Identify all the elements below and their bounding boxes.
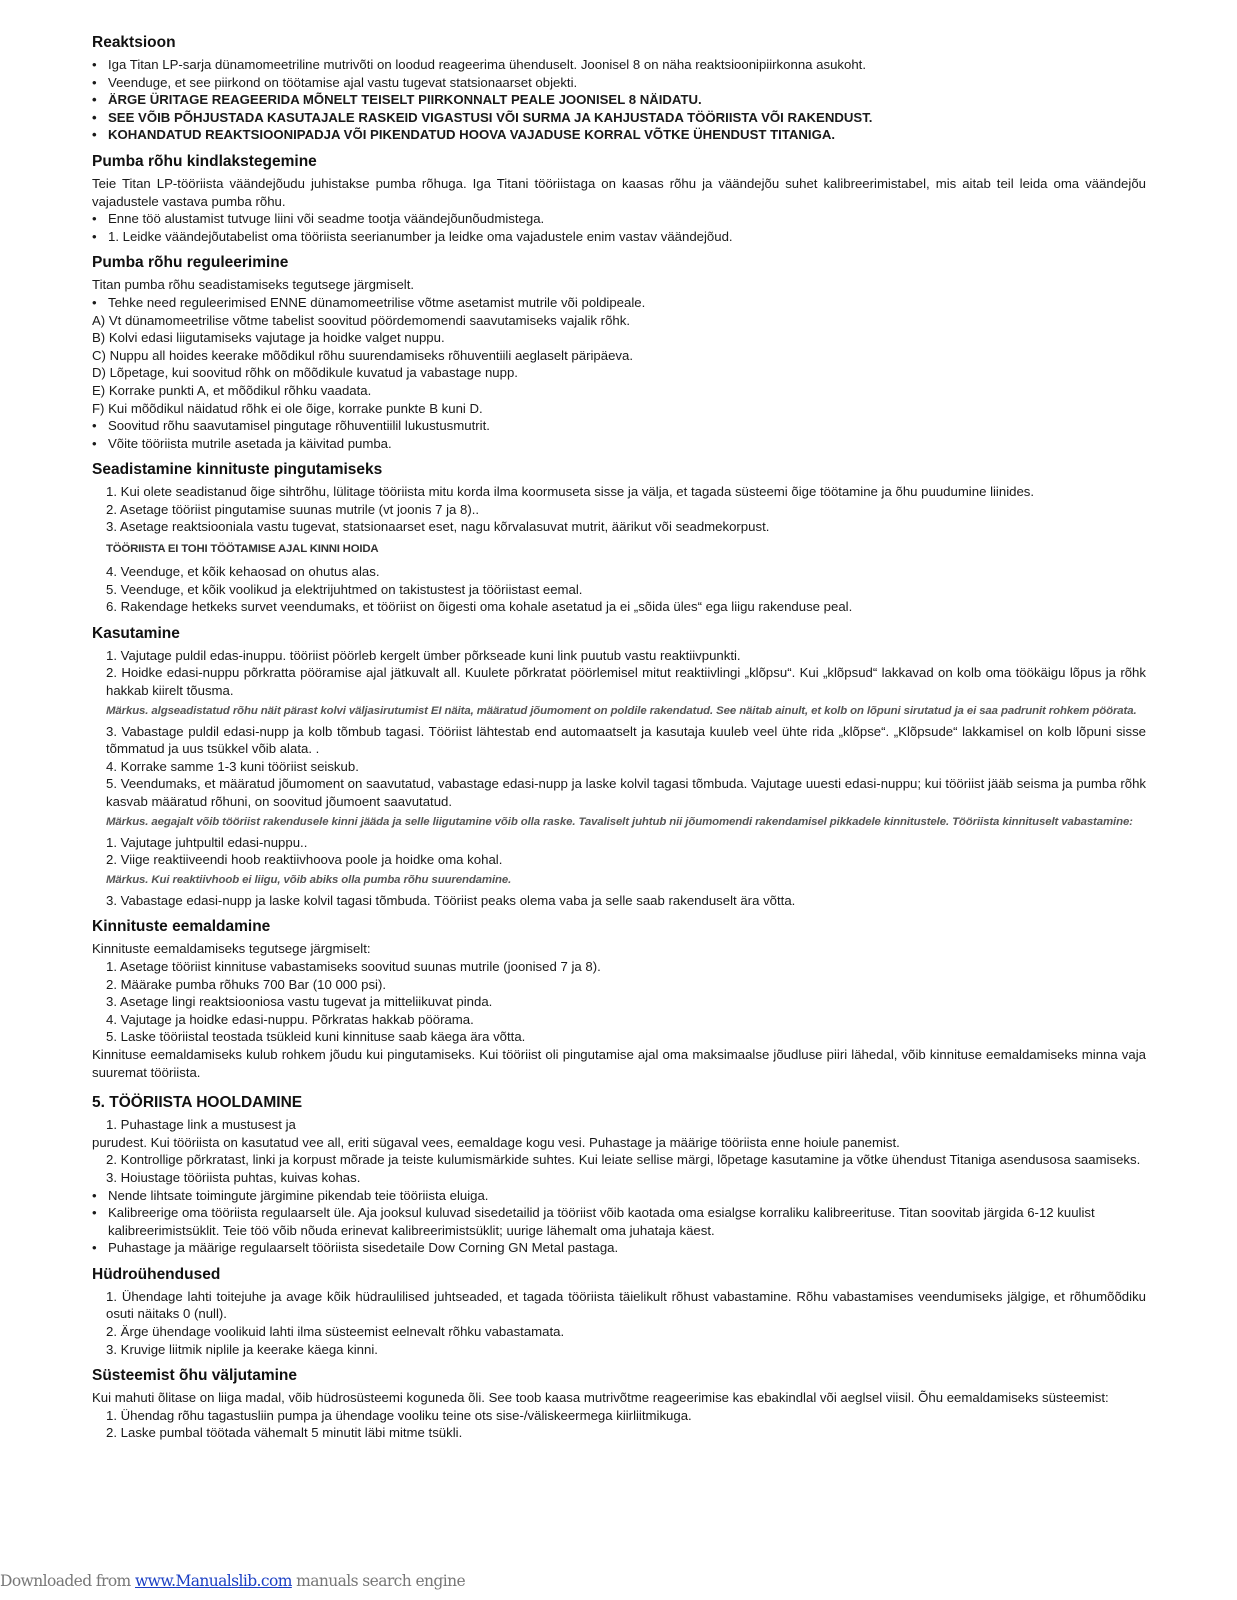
section-hudroyhendused [92, 1265, 1146, 1358]
list-item: 4. Vajutage ja hoidke edasi-nuppu. Põrkratas hakkab pöörama. [106, 1011, 474, 1027]
list-item: 4. Korrake samme 1-3 kuni tööriist seiskub. [106, 758, 359, 774]
paragraph: Teie Titan LP-tööriista väändejõudu juhistakse pumba rõhuga. Iga Titani tööriistaga on kaasas rõhu ja väändejõu suhet kalibreerimistabel, mis aitab teil leida oma väändejõu vajadustele vastava pumba rõhu. [92, 175, 1146, 209]
download-footer [0, 1572, 465, 1590]
bullet-item: • Nende lihtsate toimingute järgimine pikendab teie tööriista eluiga. [92, 1187, 1146, 1205]
section-title: 5. TÖÖRIISTA HOOLDAMINE [92, 1094, 303, 1112]
list-item: 3. Asetage lingi reaktsiooniosa vastu tugevat ja mitteliikuvat pinda. [106, 994, 493, 1010]
section-seadistamine [92, 460, 1146, 616]
bullet-item: • Soovitud rõhu saavutamisel pingutage rõhuventiilil lukustusmutrit. [92, 417, 1146, 435]
note-text: Märkus. Kui reaktiivhoob ei liigu, võib abiks olla pumba rõhu suurendamine. [106, 873, 512, 886]
section-reaktsioon [92, 33, 1146, 144]
list-item: 2. Määrake pumba rõhuks 700 Bar (10 000 psi). [106, 976, 387, 992]
bullet-item: • Tehke need reguleerimised ENNE dünamomeetrilise võtme asetamist mutrile või poldipeale. [92, 294, 1146, 312]
paragraph: purudest. Kui tööriista on kasutatud vee all, eriti sügaval vees, eemaldage kogu vesi. Puhastage ja määrige tööriista enne hoiule panemist. [92, 1134, 900, 1150]
section-title: Seadistamine kinnituste pingutamiseks [92, 461, 383, 479]
bullet-item: • Veenduge, et see piirkond on töötamise ajal vastu tugevat statsionaarset objekti. [92, 74, 1146, 92]
section-hooldamine [92, 1093, 1146, 1257]
bullet-item: • Kalibreerige oma tööriista regulaarselt üle. Aja jooksul kuluvad sisedetailid ja tööriist võib kaotada oma esialgse korraliku kalibreerituse. Titan soovitab järgida 6-12 kuulist kalibreerimistsüklit. Teie töö võib nõuda erinevat kalibreerimistsüklit; uurige lähemalt oma juhataja käest. [92, 1204, 1146, 1239]
list-item: 1. Asetage tööriist kinnituse vabastamiseks soovitud suunas mutrile (joonised 7 ja 8). [106, 958, 601, 974]
section-title: Kasutamine [92, 624, 180, 642]
list-item: 5. Veenduge, et kõik voolikud ja elektrijuhtmed on takistustest ja tööriistast eemal. [106, 581, 583, 597]
list-item: 3. Vabastage puldil edasi-nupp ja kolb tõmbub tagasi. Tööriist lähtestab end automaatselt ja kasutaja kuuleb veel ühte rida „klõpse“. „Klõpsude“ lakkamisel on kolb lõpuni sisse tõmmatud ja uus tsükkel võib alata. . [106, 723, 1146, 757]
list-item: B) Kolvi edasi liigutamiseks vajutage ja hoidke valget nuppu. [92, 330, 445, 346]
section-pumba-kindlakstegemine [92, 152, 1146, 245]
section-title: Reaktsioon [92, 34, 176, 51]
list-item: 3. Kruvige liitmik niplile ja keerake käega kinni. [106, 1341, 378, 1357]
list-item: 2. Laske pumbal töötada vähemalt 5 minutit läbi mitme tsükli. [106, 1425, 463, 1441]
list-item: 6. Rakendage hetkeks survet veendumaks, et tööriist on õigesti oma kohale asetatud ja ei „sõida üles“ ega liigu rakenduse peal. [106, 599, 853, 615]
paragraph: Kui mahuti õlitase on liiga madal, võib hüdrosüsteemi koguneda õli. See toob kaasa mutrivõtme reageerimise kas ebakindlal või aeglsel viisil. Õhu eemaldamiseks süsteemist: [92, 1390, 1109, 1406]
section-title: Pumba rõhu kindlakstegemine [92, 152, 317, 170]
list-item: 2. Viige reaktiiveendi hoob reaktiivhoova poole ja hoidke oma kohal. [106, 852, 503, 868]
manual-page [92, 33, 1146, 1450]
warning-bullet: • SEE VÕIB PÕHJUSTADA KASUTAJALE RASKEID VIGASTUSI VÕI SURMA JA KAHJUSTADA TÖÖRIISTA VÕI RAKENDUST. [92, 109, 1146, 127]
section-title: Süsteemist õhu väljutamine [92, 1367, 297, 1385]
section-ohu-valjutamine [92, 1366, 1146, 1442]
section-eemaldamine [92, 917, 1146, 1081]
list-item: C) Nuppu all hoides keerake mõõdikul rõhu suurendamiseks rõhuventiili aeglaselt päripäeva. [92, 347, 633, 363]
paragraph: Kinnituste eemaldamiseks tegutsege järgmiselt: [92, 941, 371, 957]
bullet-item: • Võite tööriista mutrile asetada ja käivitad pumba. [92, 435, 1146, 453]
paragraph: Titan pumba rõhu seadistamiseks tegutsege järgmiselt. [92, 277, 415, 293]
list-item: 2. Hoidke edasi-nuppu põrkratta pööramise ajal jätkuvalt all. Kuulete põrkratat pöörlemisel mitut reaktiivlingi „klõpsu“. Kui „klõpsud“ lakkavad on kolb oma töökäigu lõpus ja rõhk hakkab kiirelt tõusma. [106, 665, 1146, 699]
warning-bullet: • KOHANDATUD REAKTSIOONIPADJA VÕI PIKENDATUD HOOVA VAJADUSE KORRAL VÕTKE ÜHENDUST TITANIGA. [92, 126, 1146, 144]
list-item: 2. Kontrollige põrkratast, linki ja korpust mõrade ja teiste kulumismärkide suhtes. Kui leiate sellise märgi, lõpetage kasutamine ja võtke ühendust Titaniga asendusosa saamiseks. [106, 1152, 1141, 1168]
section-title: Hüdroühendused [92, 1265, 221, 1283]
list-item: F) Kui mõõdikul näidatud rõhk ei ole õige, korrake punkte B kuni D. [92, 400, 483, 416]
list-item: 4. Veenduge, et kõik kehaosad on ohutus alas. [106, 564, 380, 580]
list-item: 3. Vabastage edasi-nupp ja laske kolvil tagasi tõmbuda. Tööriist peaks olema vaba ja selle saab rakenduselt ära võtta. [106, 892, 796, 908]
list-item: 1. Vajutage puldil edas-inuppu. tööriist pöörleb kergelt ümber põrkseade kuni link puutub vastu reaktiivpunkti. [106, 647, 741, 663]
list-item: 1. Vajutage juhtpultil edasi-nuppu.. [106, 834, 308, 850]
list-item: 1. Ühendag rõhu tagastusliin pumpa ja ühendage vooliku teine ots sise-/väliskeermega kiirliitmikuga. [106, 1407, 692, 1423]
list-item: 3. Hoiustage tööriista puhtas, kuivas kohas. [106, 1169, 361, 1185]
section-title: Pumba rõhu reguleerimine [92, 254, 289, 272]
footer-suffix: manuals search engine [291, 1572, 466, 1590]
manualslib-link[interactable]: www.Manualslib.com [135, 1572, 292, 1590]
section-title: Kinnituste eemaldamine [92, 918, 271, 936]
list-item: 3. Asetage reaktsiooniala vastu tugevat, statsionaarset eset, nagu kõrvalasuvat mutrit, äärikut või seadmekorpust. [106, 519, 770, 535]
footer-prefix: Downloaded from [0, 1572, 135, 1590]
bullet-item: • Puhastage ja määrige regulaarselt tööriista sisedetaile Dow Corning GN Metal pastaga. [92, 1239, 1146, 1257]
note-text: Märkus. aegajalt võib tööriist rakendusele kinni jääda ja selle liigutamine võib olla raske. Tavaliselt juhtub nii jõumomendi rakendamisel pikkadele kinnitustele. Tööriista kinnituselt vabastamine: [106, 815, 1133, 828]
paragraph: Kinnituse eemaldamiseks kulub rohkem jõudu kui pingutamiseks. Kui tööriist oli pingutamise ajal oma maksimaalse jõudluse piiri lähedal, võib kinnituse eemaldamiseks minna vaja suuremat tööriista. [92, 1046, 1146, 1080]
bullet-item: • Enne töö alustamist tutvuge liini või seadme tootja väändejõunõudmistega. [92, 210, 1146, 228]
list-item: 1. Kui olete seadistanud õige sihtrõhu, lülitage tööriista mitu korda ilma koormuseta sisse ja välja, et tagada süsteemi õige töötamine ja õhu puudumine liinides. [106, 484, 1035, 500]
bullet-item: • 1. Leidke väändejõutabelist oma tööriista seerianumber ja leidke oma vajadustele enim vastav väändejõud. [92, 228, 1146, 246]
list-item: E) Korrake punkti A, et mõõdikul rõhku vaadata. [92, 382, 372, 398]
list-item: D) Lõpetage, kui soovitud rõhk on mõõdikule kuvatud ja vabastage nupp. [92, 365, 518, 381]
list-item: 2. Ärge ühendage voolikuid lahti ilma süsteemist eelnevalt rõhku vabastamata. [106, 1324, 565, 1340]
section-kasutamine [92, 624, 1146, 910]
warning-bullet: • ÄRGE ÜRITAGE REAGEERIDA MÕNELT TEISELT PIIRKONNALT PEALE JOONISEL 8 NÄIDATU. [92, 91, 1146, 109]
note-text: Märkus. algseadistatud rõhu näit pärast kolvi väljasirutumist EI näita, määratud jõumoment on poldile rakendatud. See näitab ainult, et kolb on lõpuni sirutatud ja ei saa padrunit rohkem pöörata. [106, 704, 1137, 717]
bullet-item: • Iga Titan LP-sarja dünamomeetriline mutrivõti on loodud reageerima ühenduselt. Joonisel 8 on näha reaktsioonipiirkonna asukoht. [92, 56, 1146, 74]
warning-text: TÖÖRIISTA EI TOHI TÖÖTAMISE AJAL KINNI HOIDA [106, 543, 379, 556]
list-item: 1. Ühendage lahti toitejuhe ja avage kõik hüdraulilised juhtseaded, et tagada tööriista täielikult rõhust vabastamine. Rõhu vabastamises veendumiseks jälgige, et rõhumõõdiku osuti näitaks 0 (null). [106, 1288, 1146, 1322]
list-item: A) Vt dünamomeetrilise võtme tabelist soovitud pöördemomendi saavutamiseks vajalik rõhk. [92, 312, 631, 328]
list-item: 2. Asetage tööriist pingutamise suunas mutrile (vt joonis 7 ja 8).. [106, 501, 480, 517]
list-item: 5. Laske tööriistal teostada tsükleid kuni kinnituse saab käega ära võtta. [106, 1029, 526, 1045]
section-pumba-reguleerimine [92, 253, 1146, 452]
list-item: 1. Puhastage link a mustusest ja [106, 1117, 296, 1133]
list-item: 5. Veendumaks, et määratud jõumoment on saavutatud, vabastage edasi-nupp ja laske kolvil tagasi tõmbuda. Vajutage uuesti edasi-nuppu; kui tööriist jääb seisma ja pumba rõhk kasvab määratud rõhuni, on soovitud jõumoent saavutatud. [106, 776, 1146, 809]
